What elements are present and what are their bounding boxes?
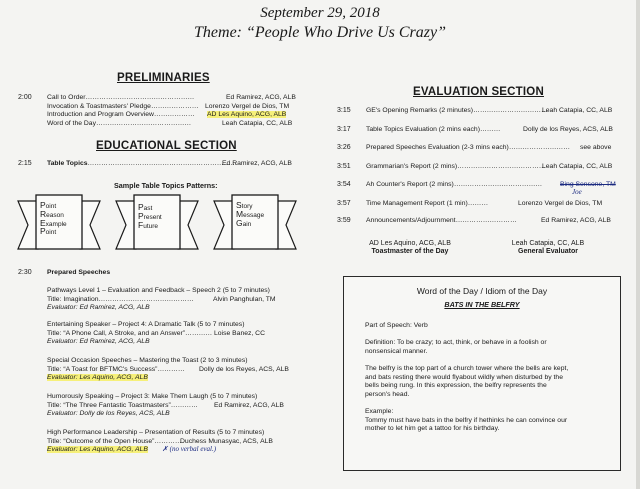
eval-person: Dolly de los Reyes, ACS, ALB <box>523 126 613 133</box>
speech-speaker: Loise Banez, CC <box>214 329 266 337</box>
toastmaster-signature: AD Les Aquino, ACG, ALB Toastmaster of the Day <box>369 240 451 255</box>
eval-person: Ed Ramirez, ACG, ALB <box>541 217 611 224</box>
origin-line: bells being rung. In this expression, the belfry represents the <box>365 382 547 389</box>
speech-title: Title: “The Three Fantastic Toastmasters”………… <box>47 401 198 409</box>
prelim-person: Leah Catapia, CC, ALB <box>222 119 293 127</box>
speech-evaluator: Evaluator: Dolly de los Reyes, ACS, ALB <box>47 410 170 417</box>
eval-time: 3:17 <box>337 126 351 133</box>
speech-speaker: Ed Ramirez, ACG, ALB <box>214 401 284 409</box>
idiom-heading: BATS IN THE BELFRY <box>444 300 520 309</box>
speech-title: Title: “A Phone Call, A Stroke, and an Answer”………… <box>47 329 213 337</box>
example-label: Example: <box>365 408 394 415</box>
prelim-person: Ed Ramirez, ACG, ALB <box>226 94 296 101</box>
speech-project: Pathways Level 1 – Evaluation and Feedback – Speech 2 (5 to 7 minutes) <box>47 287 270 294</box>
table-topics-row: Table Topics………………………………………………………… <box>47 160 238 167</box>
eval-time: 3:54 <box>337 181 351 188</box>
eval-person: Lorenzo Vergel de Dios, TM <box>518 200 603 207</box>
prelim-row: Word of the Day…………………………………… <box>47 119 192 127</box>
general-evaluator-signature: Leah Catapia, CC, ALB General Evaluator <box>511 240 585 255</box>
speech-speaker: Alvin Panghulan, TM <box>213 295 276 303</box>
prepared-time: 2:30 <box>18 269 32 276</box>
eval-time: 3:15 <box>337 107 351 114</box>
eval-time: 3:57 <box>337 200 351 207</box>
speech-speaker: Duchess Munasyac, ACS, ALB <box>180 437 273 445</box>
eval-person-struck: Bing Sensone, TM <box>560 181 616 188</box>
meeting-theme: Theme: “People Who Drive Us Crazy” <box>194 24 446 41</box>
pattern-banner-smg: Story Message Gain <box>212 193 298 255</box>
meeting-date: September 29, 2018 <box>260 5 380 21</box>
part-of-speech: Part of Speech: Verb <box>365 322 428 329</box>
speech-evaluator-highlighted: Evaluator: Les Aquino, ACG, ALB <box>47 446 148 453</box>
eval-time: 3:51 <box>337 163 351 170</box>
speech-project: Entertaining Speaker – Project 4: A Dramatic Talk (5 to 7 minutes) <box>47 321 245 328</box>
origin-line: and bats resting there would flyabout wildly when disturbed by the <box>365 373 563 381</box>
origin-line: The belfry is the top part of a church tower where the bells are kept, <box>365 365 569 372</box>
word-of-the-day-box <box>343 276 621 471</box>
prelim-person: Lorenzo Vergel de Dios, TM <box>205 102 290 110</box>
speech-project: Humorously Speaking – Project 3: Make Them Laugh (5 to 7 minutes) <box>47 393 258 400</box>
definition-line: Definition: To be crazy; to act, think, or behave in a foolish or <box>365 339 547 346</box>
eval-person: Leah Catapia, CC, ALB <box>542 163 613 170</box>
origin-line: person's head. <box>365 390 410 398</box>
pattern-banner-prep: Point Reason Example Point <box>16 193 102 255</box>
handwritten-replacement: Joe <box>572 188 582 196</box>
prelim-person-highlighted: AD Les Aquino, ACG, ALB <box>207 111 287 118</box>
prelim-row: Call to Order………………………………………… <box>47 94 195 101</box>
speech-evaluator: Evaluator: Ed Ramirez, ACG, ALB <box>47 304 150 311</box>
scan-edge <box>636 0 640 489</box>
speech-title: Title: “A Toast for BFTMC's Success”………… <box>47 365 185 373</box>
patterns-heading: Sample Table Topics Patterns: <box>114 181 218 190</box>
eval-row: Prepared Speeches Evaluation (2-3 mins each)……………………… <box>366 144 570 151</box>
eval-row: Announcements/Adjournment……………………… <box>366 217 517 224</box>
speech-project: High Performance Leadership – Presentation of Results (5 to 7 minutes) <box>47 429 265 436</box>
pattern-banner-ppf: Past Present Future <box>114 193 200 255</box>
table-topics-time: 2:15 <box>18 160 32 167</box>
eval-row: GE's Opening Remarks (2 minutes)…………………………… <box>366 107 548 114</box>
eval-person: see above <box>580 144 612 151</box>
evaluation-heading: EVALUATION SECTION <box>413 86 544 98</box>
speech-project: Special Occasion Speeches – Mastering the Toast (2 to 3 minutes) <box>47 357 248 364</box>
handwritten-note: ✗ (no verbal eval.) <box>162 445 217 453</box>
prepared-heading: Prepared Speeches <box>47 269 111 276</box>
eval-person: Leah Catapia, CC, ALB <box>542 107 613 114</box>
speech-evaluator: Evaluator: Ed Ramirez, ACG, ALB <box>47 338 150 345</box>
speech-title: Title: Imagination…………………………………… <box>47 295 194 303</box>
example-line: Tommy must have bats in the belfry if hethinks he can convince our <box>365 416 568 424</box>
definition-line: nonsensical manner. <box>365 347 428 355</box>
eval-row: Grammarian's Report (2 mins)………………………………… <box>366 163 546 170</box>
speech-speaker: Dolly de los Reyes, ACS, ALB <box>199 365 289 373</box>
example-line: mother to let him get a tattoo for his birthday. <box>365 425 500 432</box>
preliminaries-time: 2:00 <box>18 94 32 101</box>
eval-row: Ah Counter's Report (2 mins)………………………………… <box>366 181 543 188</box>
word-of-day-title: Word of the Day / Idiom of the Day <box>416 286 548 296</box>
eval-row: Table Topics Evaluation (2 mins each)……… <box>366 126 501 133</box>
educational-heading: EDUCATIONAL SECTION <box>96 140 237 152</box>
prelim-row: Invocation & Toastmasters' Pledge………………… <box>47 102 199 110</box>
speech-title: Title: “Outcome of the Open House”………… <box>47 437 182 445</box>
eval-time: 3:26 <box>337 144 351 151</box>
speech-evaluator-highlighted: Evaluator: Les Aquino, ACG, ALB <box>47 374 148 381</box>
prelim-row: Introduction and Program Overview……………… <box>47 111 195 118</box>
preliminaries-heading: PRELIMINARIES <box>117 72 210 84</box>
table-topics-person: Ed Ramirez, ACG, ALB <box>222 160 292 167</box>
eval-time: 3:59 <box>337 217 351 224</box>
eval-row: Time Management Report (1 min)……… <box>366 200 489 207</box>
